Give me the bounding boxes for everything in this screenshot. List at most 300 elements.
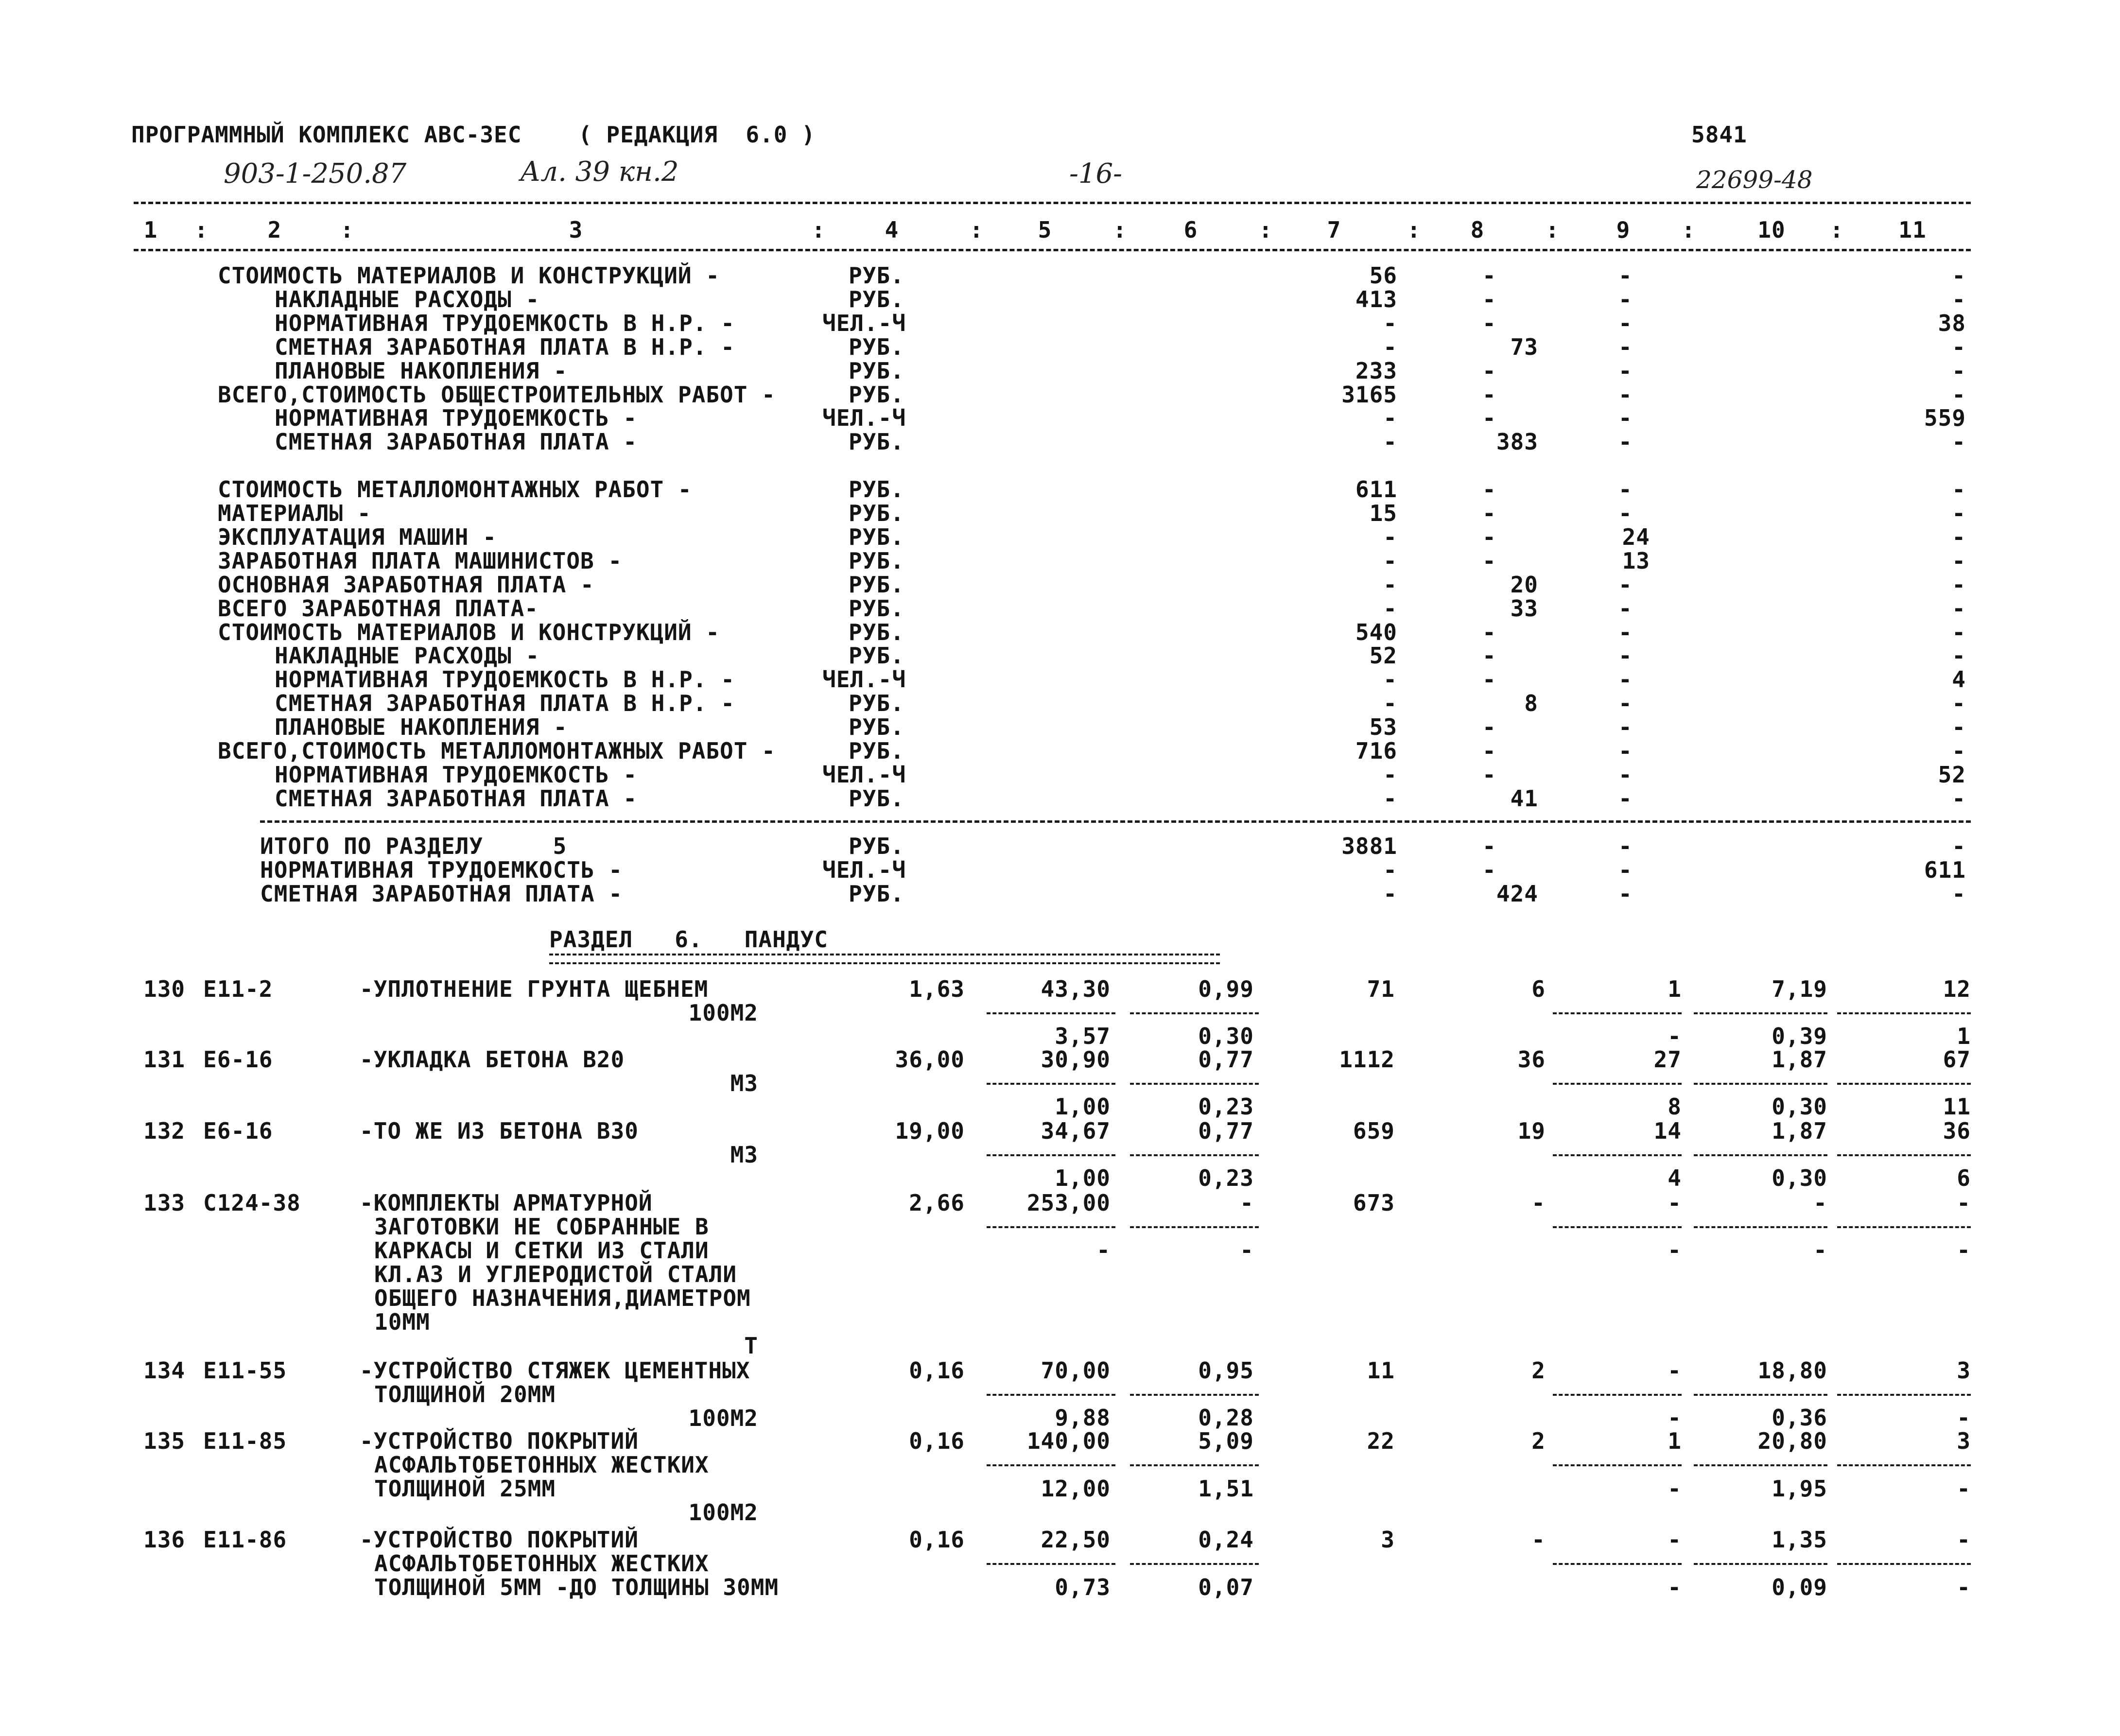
item-c6: 5,09 bbox=[1198, 1428, 1254, 1454]
summary-col9: - bbox=[1618, 666, 1633, 693]
item-subrule-col5 bbox=[987, 1394, 1115, 1396]
item-unit: Т bbox=[744, 1333, 758, 1359]
item-c11: 36 bbox=[1943, 1118, 1971, 1144]
item-c10: 18,80 bbox=[1757, 1357, 1827, 1384]
item-subrule-col5 bbox=[987, 1154, 1115, 1156]
summary-label: СМЕТНАЯ ЗАРАБОТНАЯ ПЛАТА В Н.Р. - bbox=[275, 333, 735, 360]
summary-col11: 38 bbox=[1938, 310, 1966, 336]
item-description: 10ММ bbox=[374, 1309, 430, 1335]
item-description: КЛ.А3 И УГЛЕРОДИСТОЙ СТАЛИ bbox=[374, 1261, 737, 1287]
item-c5-sub: 1,00 bbox=[1055, 1165, 1111, 1191]
item-code: Е11-2 bbox=[203, 976, 273, 1002]
item-description: ТОЛЩИНОЙ 20ММ bbox=[374, 1381, 556, 1407]
item-c10-sub: - bbox=[1813, 1237, 1827, 1263]
summary-col11: 4 bbox=[1952, 666, 1966, 693]
program-title: ПРОГРАММНЫЙ КОМПЛЕКС АВС-3ЕС bbox=[131, 122, 522, 148]
summary-col8: - bbox=[1482, 500, 1496, 526]
item-subrule-col9 bbox=[1553, 1012, 1682, 1014]
item-c9: 14 bbox=[1653, 1118, 1682, 1144]
item-number: 136 bbox=[143, 1527, 186, 1553]
item-code: Е11-86 bbox=[203, 1527, 287, 1553]
column-separator: : bbox=[1830, 217, 1844, 243]
column-separator: : bbox=[340, 217, 354, 243]
total-col9: - bbox=[1618, 881, 1633, 907]
item-c10: 1,35 bbox=[1772, 1527, 1827, 1553]
summary-unit: РУБ. bbox=[849, 595, 904, 622]
item-number: 135 bbox=[143, 1428, 186, 1454]
summary-label: СМЕТНАЯ ЗАРАБОТНАЯ ПЛАТА - bbox=[275, 429, 638, 455]
column-separator: : bbox=[1682, 217, 1696, 243]
summary-col8: 383 bbox=[1496, 429, 1538, 455]
item-c9-sub: - bbox=[1668, 1023, 1682, 1049]
section-title: РАЗДЕЛ 6. ПАНДУС bbox=[549, 926, 828, 953]
item-c10-sub: 0,30 bbox=[1772, 1165, 1827, 1191]
summary-col9: - bbox=[1618, 714, 1633, 741]
item-description: -ТО ЖЕ ИЗ БЕТОНА В30 bbox=[360, 1118, 639, 1144]
column-header-2: 2 bbox=[267, 217, 282, 243]
item-c4: 19,00 bbox=[895, 1118, 965, 1144]
item-code: Е6-16 bbox=[203, 1046, 273, 1073]
summary-col7: - bbox=[1383, 690, 1397, 717]
summary-label: НОРМАТИВНАЯ ТРУДОЕМКОСТЬ - bbox=[275, 761, 638, 788]
summary-col7: - bbox=[1383, 405, 1397, 432]
total-col7: - bbox=[1383, 881, 1397, 907]
column-separator: : bbox=[1407, 217, 1421, 243]
edition-label: ( РЕДАКЦИЯ 6.0 ) bbox=[578, 122, 816, 148]
item-description: АСФАЛЬТОБЕТОННЫХ ЖЕСТКИХ bbox=[374, 1452, 709, 1478]
summary-col11: - bbox=[1952, 595, 1966, 622]
item-c8: 36 bbox=[1517, 1046, 1546, 1073]
summary-col11: - bbox=[1952, 429, 1966, 455]
total-col9: - bbox=[1618, 857, 1633, 883]
item-c6-sub: 0,30 bbox=[1198, 1023, 1254, 1049]
item-c10: 20,80 bbox=[1757, 1428, 1827, 1454]
total-col11: 611 bbox=[1924, 857, 1966, 883]
item-subrule-col11 bbox=[1837, 1226, 1971, 1228]
summary-label: ПЛАНОВЫЕ НАКОПЛЕНИЯ - bbox=[275, 714, 568, 741]
summary-label: НОРМАТИВНАЯ ТРУДОЕМКОСТЬ В Н.Р. - bbox=[275, 310, 735, 336]
summary-col8: - bbox=[1482, 666, 1496, 693]
summary-unit: РУБ. bbox=[849, 571, 904, 598]
summary-col8: - bbox=[1482, 761, 1496, 788]
item-subrule-col5 bbox=[987, 1012, 1115, 1014]
summary-col8: - bbox=[1482, 547, 1496, 574]
summary-col7: - bbox=[1383, 310, 1397, 336]
item-c9: - bbox=[1668, 1190, 1682, 1216]
summary-col8: - bbox=[1482, 405, 1496, 432]
summary-unit: РУБ. bbox=[849, 286, 904, 312]
summary-col11: - bbox=[1952, 714, 1966, 741]
item-code: Е11-85 bbox=[203, 1428, 287, 1454]
item-c11: 3 bbox=[1957, 1428, 1971, 1454]
summary-label: ВСЕГО,СТОИМОСТЬ ОБЩЕСТРОИТЕЛЬНЫХ РАБОТ - bbox=[218, 381, 776, 408]
summary-col8: - bbox=[1482, 476, 1496, 503]
item-subrule-col6 bbox=[1130, 1012, 1259, 1014]
column-separator: : bbox=[194, 217, 209, 243]
item-c10: 1,87 bbox=[1772, 1118, 1827, 1144]
summary-col7: 3165 bbox=[1341, 381, 1397, 408]
item-c4: 0,16 bbox=[909, 1428, 965, 1454]
total-label: ИТОГО ПО РАЗДЕЛУ 5 bbox=[260, 833, 567, 859]
item-c10-sub: 0,30 bbox=[1772, 1094, 1827, 1120]
item-c11-sub: - bbox=[1957, 1405, 1971, 1431]
item-unit: 100М2 bbox=[688, 1000, 758, 1026]
summary-col7: 716 bbox=[1355, 738, 1397, 764]
summary-unit: РУБ. bbox=[849, 738, 904, 764]
summary-col9: - bbox=[1618, 357, 1633, 384]
summary-label: НОРМАТИВНАЯ ТРУДОЕМКОСТЬ - bbox=[275, 405, 638, 432]
item-subrule-col11 bbox=[1837, 1563, 1971, 1565]
item-description: ОБЩЕГО НАЗНАЧЕНИЯ,ДИАМЕТРОМ bbox=[374, 1285, 751, 1311]
column-separator: : bbox=[1113, 217, 1127, 243]
summary-label: НОРМАТИВНАЯ ТРУДОЕМКОСТЬ В Н.Р. - bbox=[275, 666, 735, 693]
summary-label: ОСНОВНАЯ ЗАРАБОТНАЯ ПЛАТА - bbox=[218, 571, 594, 598]
summary-col8: 20 bbox=[1510, 571, 1538, 598]
item-c6-sub: 0,07 bbox=[1198, 1574, 1254, 1600]
total-label: СМЕТНАЯ ЗАРАБОТНАЯ ПЛАТА - bbox=[260, 881, 623, 907]
summary-col8: 41 bbox=[1510, 785, 1538, 812]
item-c11: 67 bbox=[1943, 1046, 1971, 1073]
summary-unit: РУБ. bbox=[849, 690, 904, 717]
item-c9-sub: - bbox=[1668, 1405, 1682, 1431]
item-unit: 100М2 bbox=[688, 1499, 758, 1526]
item-description: КАРКАСЫ И СЕТКИ ИЗ СТАЛИ bbox=[374, 1237, 709, 1264]
summary-col11: - bbox=[1952, 381, 1966, 408]
column-separator: : bbox=[812, 217, 826, 243]
item-c8: - bbox=[1531, 1527, 1546, 1553]
summary-unit: РУБ. bbox=[849, 619, 904, 645]
summary-label: МАТЕРИАЛЫ - bbox=[218, 500, 371, 526]
item-c7: 3 bbox=[1381, 1527, 1395, 1553]
item-c6-sub: 0,23 bbox=[1198, 1165, 1254, 1191]
item-unit: М3 bbox=[730, 1070, 758, 1096]
summary-col9: - bbox=[1618, 619, 1633, 645]
item-description: -УСТРОЙСТВО ПОКРЫТИЙ bbox=[360, 1527, 639, 1553]
item-code: Е11-55 bbox=[203, 1357, 287, 1384]
item-subrule-col11 bbox=[1837, 1012, 1971, 1014]
summary-label: НАКЛАДНЫЕ РАСХОДЫ - bbox=[275, 286, 540, 312]
item-c5: 140,00 bbox=[1026, 1428, 1111, 1454]
item-subrule-col10 bbox=[1694, 1563, 1827, 1565]
item-subrule-col11 bbox=[1837, 1083, 1971, 1085]
column-header-6: 6 bbox=[1183, 217, 1198, 243]
summary-col8: 33 bbox=[1510, 595, 1538, 622]
summary-label: ЭКСПЛУАТАЦИЯ МАШИН - bbox=[218, 523, 497, 550]
item-c5-sub: - bbox=[1096, 1237, 1111, 1263]
summary-col9: - bbox=[1618, 333, 1633, 360]
total-col8: - bbox=[1482, 857, 1496, 883]
summary-col11: - bbox=[1952, 785, 1966, 812]
summary-label: ВСЕГО ЗАРАБОТНАЯ ПЛАТА- bbox=[218, 595, 539, 622]
item-c5: 43,30 bbox=[1041, 976, 1111, 1002]
summary-col7: - bbox=[1383, 547, 1397, 574]
item-subrule-col6 bbox=[1130, 1464, 1259, 1466]
column-header-11: 11 bbox=[1898, 217, 1927, 243]
summary-col7: - bbox=[1383, 595, 1397, 622]
summary-col7: - bbox=[1383, 571, 1397, 598]
item-c5: 30,90 bbox=[1041, 1046, 1111, 1073]
item-subrule-col10 bbox=[1694, 1083, 1827, 1085]
summary-unit: РУБ. bbox=[849, 500, 904, 526]
summary-col11: - bbox=[1952, 619, 1966, 645]
item-c9-sub: 8 bbox=[1668, 1094, 1682, 1120]
column-header-10: 10 bbox=[1757, 217, 1786, 243]
item-c7: 71 bbox=[1367, 976, 1395, 1002]
header-rule-bottom bbox=[134, 249, 1971, 251]
item-subrule-col9 bbox=[1553, 1226, 1682, 1228]
item-description: -УСТРОЙСТВО ПОКРЫТИЙ bbox=[360, 1428, 639, 1454]
item-c9: 1 bbox=[1668, 976, 1682, 1002]
summary-col11: - bbox=[1952, 357, 1966, 384]
summary-col8: - bbox=[1482, 381, 1496, 408]
item-c5-sub: 0,73 bbox=[1055, 1574, 1111, 1600]
summary-col7: - bbox=[1383, 523, 1397, 550]
handwritten-page-number: -16- bbox=[1069, 158, 1123, 190]
summary-unit: ЧЕЛ.-Ч bbox=[822, 666, 906, 693]
summary-col9: 24 bbox=[1622, 523, 1650, 550]
item-subrule-col10 bbox=[1694, 1154, 1827, 1156]
summary-label: ВСЕГО,СТОИМОСТЬ МЕТАЛЛОМОНТАЖНЫХ РАБОТ - bbox=[218, 738, 776, 764]
item-number: 134 bbox=[143, 1357, 186, 1384]
column-header-7: 7 bbox=[1327, 217, 1341, 243]
summary-unit: ЧЕЛ.-Ч bbox=[822, 405, 906, 432]
summary-col9: - bbox=[1618, 476, 1633, 503]
summary-col7: 540 bbox=[1355, 619, 1397, 645]
item-c6: 0,99 bbox=[1198, 976, 1254, 1002]
item-subrule-col6 bbox=[1130, 1154, 1259, 1156]
item-c9: 27 bbox=[1653, 1046, 1682, 1073]
item-c11: 3 bbox=[1957, 1357, 1971, 1384]
item-subrule-col5 bbox=[987, 1083, 1115, 1085]
item-c11-sub: 1 bbox=[1957, 1023, 1971, 1049]
item-c6: 0,77 bbox=[1198, 1046, 1254, 1073]
column-header-3: 3 bbox=[569, 217, 583, 243]
summary-col7: 413 bbox=[1355, 286, 1397, 312]
summary-col11: - bbox=[1952, 738, 1966, 764]
item-subrule-col5 bbox=[987, 1226, 1115, 1228]
item-c9-sub: - bbox=[1668, 1574, 1682, 1600]
summary-unit: РУБ. bbox=[849, 547, 904, 574]
summary-col11: - bbox=[1952, 690, 1966, 717]
summary-col8: - bbox=[1482, 738, 1496, 764]
summary-col11: 52 bbox=[1938, 761, 1966, 788]
summary-col9: - bbox=[1618, 500, 1633, 526]
item-description: -УСТРОЙСТВО СТЯЖЕК ЦЕМЕНТНЫХ bbox=[360, 1357, 750, 1384]
item-subrule-col9 bbox=[1553, 1464, 1682, 1466]
item-description: ТОЛЩИНОЙ 5ММ -ДО ТОЛЩИНЫ 30ММ bbox=[374, 1574, 779, 1600]
summary-unit: РУБ. bbox=[849, 785, 904, 812]
summary-col7: 52 bbox=[1369, 642, 1397, 669]
summary-col8: - bbox=[1482, 523, 1496, 550]
summary-col9: - bbox=[1618, 761, 1633, 788]
summary-col11: - bbox=[1952, 523, 1966, 550]
total-label: НОРМАТИВНАЯ ТРУДОЕМКОСТЬ - bbox=[260, 857, 623, 883]
item-c11: - bbox=[1957, 1190, 1971, 1216]
item-c5-sub: 12,00 bbox=[1041, 1476, 1111, 1502]
summary-col9: - bbox=[1618, 381, 1633, 408]
item-c11-sub: 11 bbox=[1943, 1094, 1971, 1120]
item-c6-sub: 0,23 bbox=[1198, 1094, 1254, 1120]
item-c8: - bbox=[1531, 1190, 1546, 1216]
summary-label: НАКЛАДНЫЕ РАСХОДЫ - bbox=[275, 642, 540, 669]
summary-col8: - bbox=[1482, 262, 1496, 289]
summary-label: СМЕТНАЯ ЗАРАБОТНАЯ ПЛАТА В Н.Р. - bbox=[275, 690, 735, 717]
summary-col7: 15 bbox=[1369, 500, 1397, 526]
item-subrule-col11 bbox=[1837, 1464, 1971, 1466]
summary-label: ЗАРАБОТНАЯ ПЛАТА МАШИНИСТОВ - bbox=[218, 547, 623, 574]
summary-col7: 611 bbox=[1355, 476, 1397, 503]
summary-col8: - bbox=[1482, 286, 1496, 312]
total-col7: 3881 bbox=[1341, 833, 1397, 859]
column-separator: : bbox=[1546, 217, 1560, 243]
item-c7: 1112 bbox=[1339, 1046, 1395, 1073]
summary-unit: РУБ. bbox=[849, 357, 904, 384]
item-c4: 0,16 bbox=[909, 1527, 965, 1553]
summary-col11: - bbox=[1952, 547, 1966, 574]
column-header-5: 5 bbox=[1038, 217, 1052, 243]
item-c6-sub: - bbox=[1240, 1237, 1254, 1263]
item-subrule-col6 bbox=[1130, 1394, 1259, 1396]
item-c10-sub: 0,39 bbox=[1772, 1023, 1827, 1049]
item-c5: 22,50 bbox=[1041, 1527, 1111, 1553]
summary-unit: РУБ. bbox=[849, 262, 904, 289]
total-unit: РУБ. bbox=[849, 881, 904, 907]
item-subrule-col10 bbox=[1694, 1464, 1827, 1466]
item-c6: - bbox=[1240, 1190, 1254, 1216]
item-c10-sub: 1,95 bbox=[1772, 1476, 1827, 1502]
summary-unit: РУБ. bbox=[849, 381, 904, 408]
summary-unit: ЧЕЛ.-Ч bbox=[822, 310, 906, 336]
item-c10-sub: 0,36 bbox=[1772, 1405, 1827, 1431]
item-description: -УПЛОТНЕНИЕ ГРУНТА ЩЕБНЕМ bbox=[360, 976, 709, 1002]
summary-unit: ЧЕЛ.-Ч bbox=[822, 761, 906, 788]
summary-col8: 8 bbox=[1524, 690, 1538, 717]
item-c11-sub: 6 bbox=[1957, 1165, 1971, 1191]
summary-col7: - bbox=[1383, 429, 1397, 455]
summary-col11: - bbox=[1952, 571, 1966, 598]
item-subrule-col9 bbox=[1553, 1563, 1682, 1565]
item-c7: 673 bbox=[1353, 1190, 1395, 1216]
item-subrule-col10 bbox=[1694, 1394, 1827, 1396]
handwritten-project-number: 903-1-250.87 bbox=[224, 158, 407, 190]
summary-unit: РУБ. bbox=[849, 642, 904, 669]
summary-col9: - bbox=[1618, 571, 1633, 598]
summary-unit: РУБ. bbox=[849, 476, 904, 503]
total-col9: - bbox=[1618, 833, 1633, 859]
item-subrule-col6 bbox=[1130, 1563, 1259, 1565]
item-subrule-col9 bbox=[1553, 1154, 1682, 1156]
item-c10: 7,19 bbox=[1772, 976, 1827, 1002]
item-c8: 2 bbox=[1531, 1428, 1546, 1454]
item-description: -УКЛАДКА БЕТОНА В20 bbox=[360, 1046, 625, 1073]
item-code: С124-38 bbox=[203, 1190, 301, 1216]
summary-col7: - bbox=[1383, 785, 1397, 812]
document-code: 5841 bbox=[1691, 122, 1747, 148]
summary-col8: - bbox=[1482, 357, 1496, 384]
item-c4: 2,66 bbox=[909, 1190, 965, 1216]
column-header-9: 9 bbox=[1616, 217, 1631, 243]
item-unit: 100М2 bbox=[688, 1405, 758, 1431]
item-c9-sub: - bbox=[1668, 1476, 1682, 1502]
item-subrule-col6 bbox=[1130, 1083, 1259, 1085]
summary-col8: - bbox=[1482, 714, 1496, 741]
summary-unit: РУБ. bbox=[849, 523, 904, 550]
item-c9: 1 bbox=[1668, 1428, 1682, 1454]
header-rule-top bbox=[134, 202, 1971, 204]
item-subrule-col9 bbox=[1553, 1394, 1682, 1396]
total-col8: - bbox=[1482, 833, 1496, 859]
item-description: АСФАЛЬТОБЕТОННЫХ ЖЕСТКИХ bbox=[374, 1550, 709, 1577]
summary-unit: РУБ. bbox=[849, 333, 904, 360]
summary-col11: - bbox=[1952, 286, 1966, 312]
item-subrule-col11 bbox=[1837, 1394, 1971, 1396]
total-unit: РУБ. bbox=[849, 833, 904, 859]
summary-col9: 13 bbox=[1622, 547, 1650, 574]
summary-col9: - bbox=[1618, 690, 1633, 717]
item-c11-sub: - bbox=[1957, 1574, 1971, 1600]
column-header-1: 1 bbox=[143, 217, 158, 243]
summary-col11: - bbox=[1952, 262, 1966, 289]
item-subrule-col11 bbox=[1837, 1154, 1971, 1156]
summary-col7: - bbox=[1383, 761, 1397, 788]
item-c6-sub: 1,51 bbox=[1198, 1476, 1254, 1502]
summary-col7: - bbox=[1383, 333, 1397, 360]
summary-col9: - bbox=[1618, 642, 1633, 669]
total-col11: - bbox=[1952, 881, 1966, 907]
summary-label: СТОИМОСТЬ МАТЕРИАЛОВ И КОНСТРУКЦИЙ - bbox=[218, 262, 720, 289]
item-subrule-col5 bbox=[987, 1464, 1115, 1466]
item-c4: 0,16 bbox=[909, 1357, 965, 1384]
summary-col8: 73 bbox=[1510, 333, 1538, 360]
item-c10: 1,87 bbox=[1772, 1046, 1827, 1073]
item-number: 130 bbox=[143, 976, 186, 1002]
summary-col9: - bbox=[1618, 785, 1633, 812]
summary-label: ПЛАНОВЫЕ НАКОПЛЕНИЯ - bbox=[275, 357, 568, 384]
summary-label: СМЕТНАЯ ЗАРАБОТНАЯ ПЛАТА - bbox=[275, 785, 638, 812]
summary-col9: - bbox=[1618, 405, 1633, 432]
summary-col11: 559 bbox=[1924, 405, 1966, 432]
summary-col11: - bbox=[1952, 642, 1966, 669]
summary-label: СТОИМОСТЬ МЕТАЛЛОМОНТАЖНЫХ РАБОТ - bbox=[218, 476, 692, 503]
item-c8: 6 bbox=[1531, 976, 1546, 1002]
total-col11: - bbox=[1952, 833, 1966, 859]
summary-col7: 56 bbox=[1369, 262, 1397, 289]
column-header-8: 8 bbox=[1470, 217, 1485, 243]
item-c7: 22 bbox=[1367, 1428, 1395, 1454]
summary-col8: - bbox=[1482, 310, 1496, 336]
item-c5: 253,00 bbox=[1026, 1190, 1111, 1216]
summary-col9: - bbox=[1618, 429, 1633, 455]
item-c5: 34,67 bbox=[1041, 1118, 1111, 1144]
summary-col9: - bbox=[1618, 286, 1633, 312]
column-separator: : bbox=[1259, 217, 1273, 243]
item-number: 133 bbox=[143, 1190, 186, 1216]
summary-col11: - bbox=[1952, 476, 1966, 503]
summary-unit: РУБ. bbox=[849, 429, 904, 455]
item-c8: 19 bbox=[1517, 1118, 1546, 1144]
summary-col9: - bbox=[1618, 262, 1633, 289]
column-header-4: 4 bbox=[885, 217, 899, 243]
item-c11: - bbox=[1957, 1527, 1971, 1553]
total-col8: 424 bbox=[1496, 881, 1538, 907]
total-unit: ЧЕЛ.-Ч bbox=[822, 857, 906, 883]
summary-col7: 233 bbox=[1355, 357, 1397, 384]
item-c7: 11 bbox=[1367, 1357, 1395, 1384]
item-c9: - bbox=[1668, 1527, 1682, 1553]
item-c11-sub: - bbox=[1957, 1237, 1971, 1263]
item-number: 132 bbox=[143, 1118, 186, 1144]
item-c9: - bbox=[1668, 1357, 1682, 1384]
